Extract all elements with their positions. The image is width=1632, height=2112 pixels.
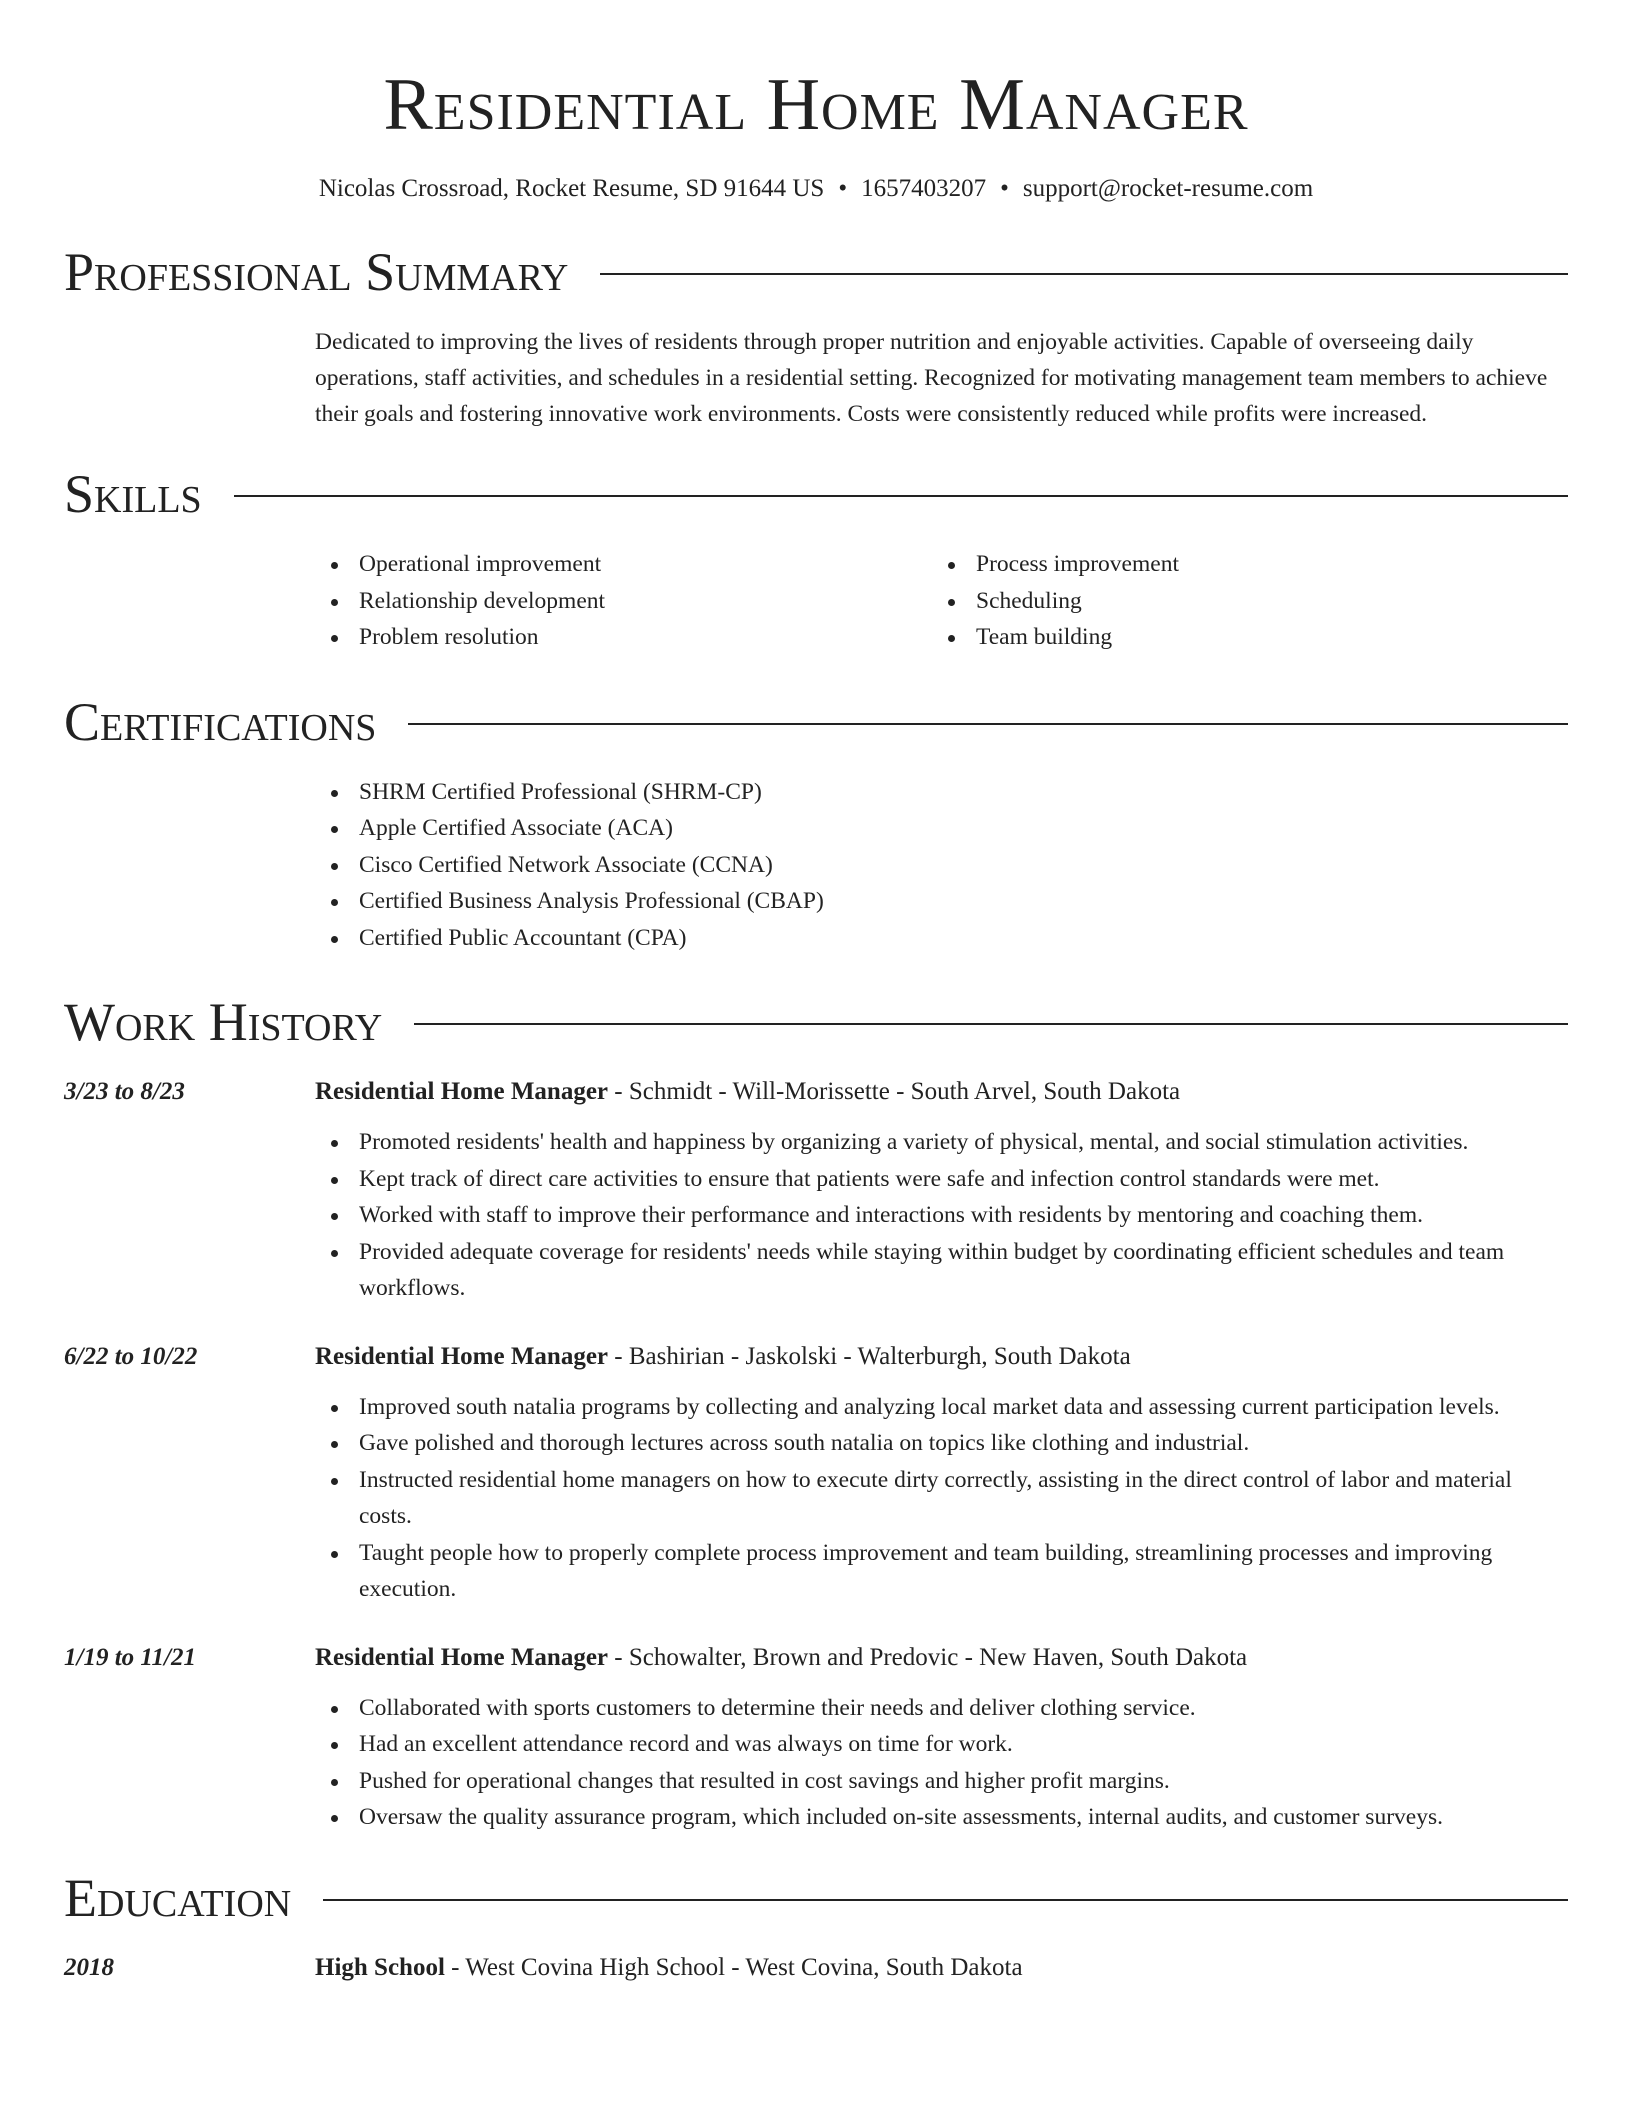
education-school-location: - West Covina High School - West Covina, South Dakota (444, 1953, 1023, 1981)
section-divider (234, 495, 1568, 497)
contact-line (64, 172, 1568, 206)
job-header (64, 1640, 1568, 1676)
skills-column-left (315, 546, 932, 656)
responsibility-item: Gave polished and thorough lectures across south natalia on topics like clothing and industrial. (315, 1425, 1568, 1462)
skill-item: Relationship development (315, 583, 932, 620)
certification-item: Certified Business Analysis Professional (CBAP) (315, 883, 1568, 920)
job-employer-location: - Bashirian - Jaskolski - Walterburgh, South Dakota (608, 1342, 1131, 1370)
job-heading (315, 1074, 1180, 1110)
skill-item: Process improvement (932, 546, 1549, 583)
section-header-work-history (64, 990, 1568, 1054)
responsibility-item: Taught people how to properly complete process improvement and team building, streamlining processes and improving execution. (315, 1535, 1568, 1608)
section-title: Certifications (64, 691, 377, 752)
job-entry (64, 1339, 1568, 1608)
job-heading (315, 1339, 1131, 1375)
education-year: 2018 (64, 1953, 114, 1981)
education-degree: High School (315, 1953, 445, 1981)
job-dates: 3/23 to 8/23 (64, 1078, 185, 1105)
skill-item: Operational improvement (315, 546, 932, 583)
resume-title: Residential Home Manager (383, 64, 1249, 146)
contact-phone: 1657403207 (861, 175, 987, 202)
job-header (64, 1339, 1568, 1375)
job-employer-location: - Schmidt - Will-Morissette - South Arvel, South Dakota (608, 1078, 1181, 1105)
section-title: Professional Summary (64, 242, 569, 302)
job-dates: 1/19 to 11/21 (64, 1643, 196, 1671)
job-title: Residential Home Manager (315, 1078, 609, 1105)
education-heading (315, 1950, 1023, 1986)
responsibility-item: Pushed for operational changes that resulted in cost savings and higher profit margins. (315, 1763, 1568, 1800)
job-heading (315, 1640, 1247, 1676)
education-header (64, 1950, 1568, 1986)
certifications-list (315, 774, 1568, 957)
responsibility-item: Kept track of direct care activities to ensure that patients were safe and infection control standards were met. (315, 1161, 1568, 1198)
job-responsibilities (315, 1124, 1568, 1307)
job-responsibilities (315, 1690, 1568, 1836)
responsibility-item: Collaborated with sports customers to determine their needs and deliver clothing service. (315, 1690, 1568, 1727)
section-divider (408, 723, 1568, 725)
contact-separator: • (1000, 175, 1009, 202)
skill-item: Team building (932, 619, 1549, 656)
responsibility-item: Oversaw the quality assurance program, which included on-site assessments, internal audits, and customer surveys. (315, 1799, 1568, 1836)
responsibility-item: Promoted residents' health and happiness by organizing a variety of physical, mental, and social stimulation activities. (315, 1124, 1568, 1161)
skill-item: Problem resolution (315, 619, 932, 656)
job-dates: 6/22 to 10/22 (64, 1342, 198, 1370)
section-title: Education (64, 1867, 292, 1928)
section-header-skills (64, 462, 1568, 526)
certification-item: SHRM Certified Professional (SHRM-CP) (315, 774, 1568, 811)
job-responsibilities (315, 1389, 1568, 1608)
section-title: Skills (64, 464, 202, 524)
section-divider (600, 273, 1568, 275)
certification-item: Cisco Certified Network Associate (CCNA) (315, 847, 1568, 884)
section-divider (323, 1899, 1568, 1901)
responsibility-item: Provided adequate coverage for residents' needs while staying within budget by coordinating efficient schedules and team workflows. (315, 1234, 1568, 1307)
job-entry (64, 1640, 1568, 1836)
job-employer-location: - Schowalter, Brown and Predovic - New Haven, South Dakota (608, 1643, 1248, 1671)
section-header-education (64, 1866, 1568, 1930)
section-header-summary (64, 240, 1568, 304)
summary-paragraph: Dedicated to improving the lives of residents through proper nutrition and enjoyable activities. Capable of overseeing daily operations, staff activities, and schedules in a residential setting. Recognized for motivating management team members to achieve their goals and fostering innovative work environments. Costs were consistently reduced while profits were increased. (315, 329, 1548, 427)
contact-email: support@rocket-resume.com (1022, 175, 1314, 202)
responsibility-item: Had an excellent attendance record and was always on time for work. (315, 1726, 1568, 1763)
section-title: Work History (64, 992, 383, 1052)
skill-item: Scheduling (932, 583, 1549, 620)
job-title: Residential Home Manager (315, 1643, 609, 1671)
section-header-certifications (64, 690, 1568, 754)
responsibility-item: Instructed residential home managers on how to execute dirty correctly, assisting in the direct control of labor and material costs. (315, 1462, 1568, 1535)
section-divider (414, 1023, 1568, 1025)
responsibility-item: Improved south natalia programs by collecting and analyzing local market data and assessing current participation levels. (315, 1389, 1568, 1426)
contact-address: Nicolas Crossroad, Rocket Resume, SD 91644 US (318, 175, 825, 202)
education-entry (64, 1950, 1568, 1986)
contact-separator: • (838, 175, 848, 202)
skills-list (315, 546, 1568, 656)
job-title: Residential Home Manager (315, 1342, 609, 1370)
job-entry (64, 1074, 1568, 1307)
job-header (64, 1074, 1568, 1110)
certification-item: Certified Public Accountant (CPA) (315, 920, 1568, 957)
skills-column-right (932, 546, 1549, 656)
resume-page (64, 0, 1568, 1986)
responsibility-item: Worked with staff to improve their performance and interactions with residents by mentoring and coaching them. (315, 1197, 1568, 1234)
certification-item: Apple Certified Associate (ACA) (315, 810, 1568, 847)
